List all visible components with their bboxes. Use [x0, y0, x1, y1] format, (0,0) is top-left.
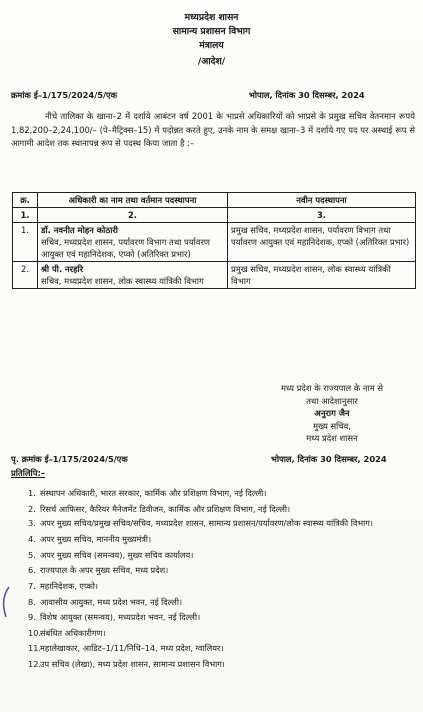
table-cell-officer: [38, 262, 228, 289]
list-item-number: 7.: [28, 580, 36, 591]
table-cell-new-posting: प्रमुख सचिव, मध्यप्रदेश शासन, पर्यावरण विभाग तथा पर्यावरण आयुक्त एवं महानिदेशक, एप्को (अतिरिक्त प्रभार): [228, 223, 416, 262]
officer-name: श्री पी. नरहरि: [41, 264, 84, 274]
table-header-row: [13, 193, 416, 208]
margin-pen-mark: [0, 585, 12, 619]
list-item-number: 3.: [28, 518, 36, 529]
endorsement-place-date: भोपाल, दिनांक 30 दिसम्बर, 2024: [271, 454, 387, 464]
table-header-sr: क्र.: [13, 193, 38, 208]
signature-line-order: तथा आदेशानुसार: [306, 395, 358, 406]
table-col-number: 1.: [13, 208, 38, 223]
list-item-text: संबंधित अधिकारीगण।: [40, 627, 106, 638]
endorsement-number: पृ. क्रमांक ई–1/175/2024/5/एक: [11, 454, 128, 464]
order-paragraph: [11, 110, 415, 151]
table-col-number: 2.: [38, 208, 228, 223]
table-row: [13, 223, 416, 262]
posting-table: [12, 192, 416, 289]
list-item-number: 5.: [28, 549, 36, 560]
copy-to-label: प्रतिलिपि:–: [11, 468, 46, 478]
header-mantralaya: मंत्रालय: [199, 40, 224, 51]
list-item-number: 6.: [28, 565, 36, 576]
list-item-number: 9.: [28, 612, 36, 623]
list-item: [28, 641, 420, 657]
order-paragraph-text: नीचे तालिका के खाना–2 में दर्शाये आबंटन वर्ष 2001 के भाप्रसे अधिकारियों को भाप्रसे के प्रमुख सचिव वेतनमान रूपये 1,82,200–2,24,100/– (पे–मैट्रिक्स–15) में पदोन्नत करते हुए, उनके नाम के समक्ष खाना–3 में दर्शाये गए पद पर अस्थाई रूप से आगामी आदेश तक स्थानापन्न रूप से पदस्थ किया जाता है :–: [11, 111, 415, 148]
table-cell-new-posting: प्रमुख सचिव, मध्यप्रदेश शासन, लोक स्वास्थ्य यांत्रिकी विभाग: [228, 262, 416, 289]
list-item-text: अपर मुख्य सचिव, माननीय मुख्यमंत्री।: [40, 534, 152, 545]
list-item-number: 11.: [28, 643, 42, 654]
list-item-number: 4.: [28, 534, 36, 545]
list-item-text: उप सचिव (लेखा), मध्य प्रदेश शासन, सामान्य प्रशासन विभाग।: [40, 658, 225, 669]
list-item: [28, 563, 420, 579]
list-item: [28, 548, 420, 564]
table-col-number: 3.: [228, 208, 416, 223]
list-item-number: 1.: [28, 488, 36, 498]
table-cell-sr: 2.: [13, 262, 38, 289]
list-item: [28, 657, 420, 673]
list-item-number: 2.: [28, 503, 36, 514]
list-item-number: 8.: [28, 596, 36, 607]
header-order-title: /आदेश/: [197, 56, 226, 67]
list-item-text: अपर मुख्य सचिव (समन्वय), मुख्य सचिव कार्यालय।: [40, 549, 194, 560]
header-government: मध्यप्रदेश शासन: [184, 12, 239, 23]
list-item-text: महालेखाकार, आडिट–1/11/निधि–14, मध्य प्रदेश, ग्वालियर।: [40, 643, 224, 654]
list-item-number: 10.: [28, 627, 42, 638]
table-row: [13, 262, 416, 289]
officer-current-posting: सचिव, मध्यप्रदेश शासन, लोक स्वास्थ्य यांत्रिकी विभाग: [41, 276, 204, 286]
copy-list: [28, 486, 420, 673]
signature-block: [244, 382, 420, 445]
table-cell-officer: [38, 223, 228, 262]
officer-name: डॉ. नवनीत मोहन कोठारी: [41, 225, 118, 235]
list-item: [28, 595, 420, 611]
list-item-text: संस्थापन अधिकारी, भारत सरकार, कार्मिक और प्रशिक्षण विभाग, नई दिल्ली।: [40, 488, 267, 498]
list-item-text: आवासीय आयुक्त, मध्य प्रदेश भवन, नई दिल्ली।: [40, 596, 183, 607]
list-item: [28, 610, 420, 626]
list-item: [28, 486, 420, 502]
table-cell-sr: 1.: [13, 223, 38, 262]
table-column-number-row: [13, 208, 416, 223]
signatory-designation: मुख्य सचिव,: [313, 420, 351, 431]
signatory-state: मध्य प्रदेश शासन: [306, 433, 358, 443]
list-item: [28, 502, 420, 518]
signature-line-governor: मध्य प्रदेश के राज्यपाल के नाम से: [280, 383, 384, 393]
signatory-name: अनुराग जैन: [314, 408, 350, 418]
list-item-text: विशेष आयुक्त (समन्वय), मध्यप्रदेश भवन, नई दिल्ली।: [40, 612, 201, 623]
table-header-officer: अधिकारी का नाम तथा वर्तमान पदस्थापना: [38, 193, 228, 208]
list-item-number: 12.: [28, 658, 42, 669]
list-item-text: महानिदेशक, एप्को।: [40, 580, 98, 591]
list-item-text: राज्यपाल के अपर मुख्य सचिव, मध्य प्रदेश।: [40, 565, 169, 576]
header-department: सामान्य प्रशासन विभाग: [172, 26, 251, 37]
list-item: [28, 532, 420, 548]
list-item: [28, 517, 420, 529]
list-item-text: अपर मुख्य सचिव/प्रमुख सचिव/सचिव, मध्यप्रदेश शासन, सामान्य प्रशासन/पर्यावरण/लोक स्वास्थ्य यांत्रिकी विभाग।: [40, 518, 374, 529]
officer-current-posting: सचिव, मध्यप्रदेश शासन, पर्यावरण विभाग तथा पर्यावरण आयुक्त एवं महानिदेशक, एप्को (अतिरिक्त प्रभार): [41, 237, 210, 259]
list-item: [28, 626, 420, 642]
order-place-date: भोपाल, दिनांक 30 दिसम्बर, 2024: [249, 90, 365, 100]
order-number: क्रमांक ई–1/175/2024/5/एक: [11, 90, 118, 100]
list-item: [28, 579, 420, 595]
table-header-new-posting: नवीन पदस्थापना: [228, 193, 416, 208]
list-item-text: रिसर्च आफिसर, कैरियर मैनेजमेंट डिवीजन, कार्मिक और प्रशिक्षण विभाग, नई दिल्ली।: [40, 503, 291, 514]
